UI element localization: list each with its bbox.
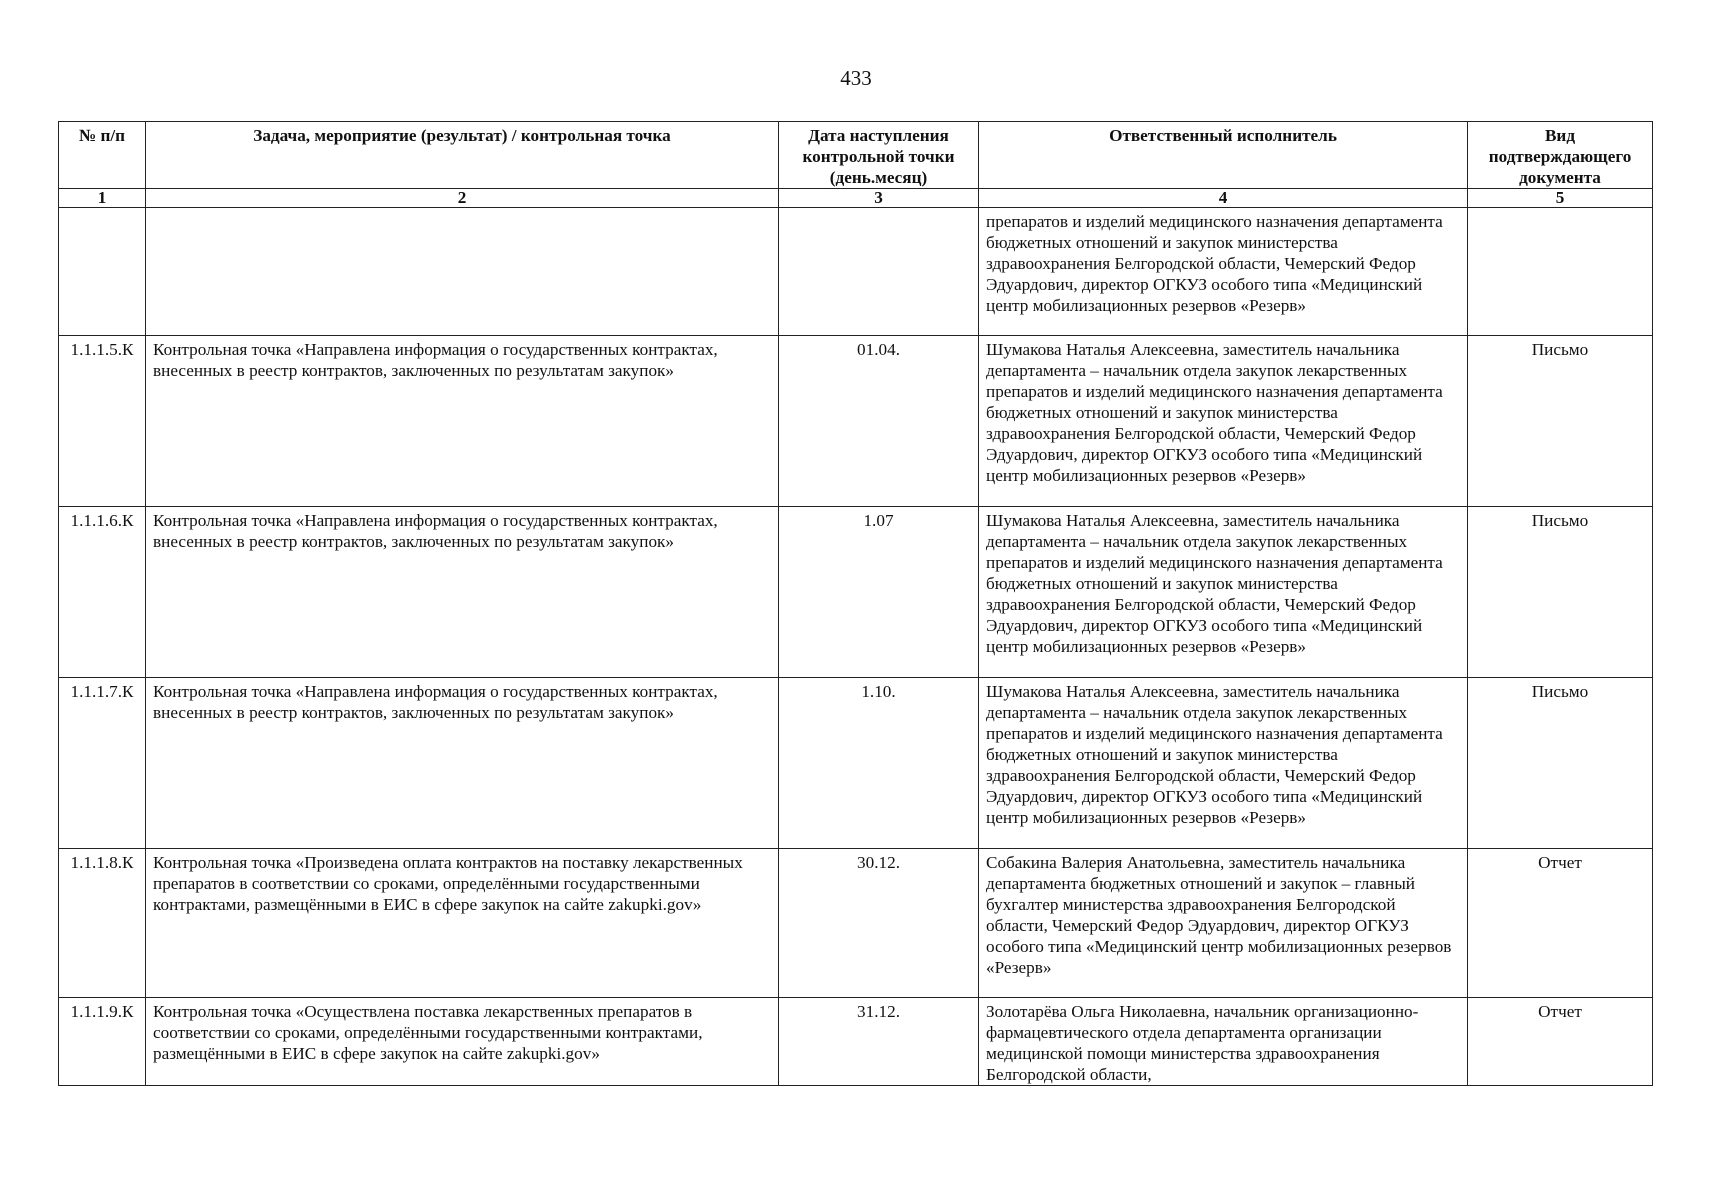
row-number [59, 208, 146, 336]
row-task: Контрольная точка «Произведена оплата контрактов на поставку лекарственных препаратов в соответствии со сроками, определёнными государственными контрактами, размещёнными в ЕИС в сфере закупок на сайте zakupki.gov» [146, 849, 779, 998]
row-executor: Золотарёва Ольга Николаевна, начальник организационно-фармацевтического отдела департамента организации медицинской помощи министерства здравоохранения Белгородской области, [979, 998, 1468, 1086]
table-row [59, 208, 1653, 336]
table-row [59, 678, 1653, 849]
row-document-type: Письмо [1468, 678, 1653, 849]
row-executor: Шумакова Наталья Алексеевна, заместитель начальника департамента – начальник отдела закупок лекарственных препаратов и изделий медицинского назначения департамента бюджетных отношений и закупок министерства здравоохранения Белгородской области, Чемерский Федор Эдуардович, директор ОГКУЗ особого типа «Медицинский центр мобилизационных резервов «Резерв» [979, 336, 1468, 507]
row-task: Контрольная точка «Направлена информация о государственных контрактах, внесенных в реестр контрактов, заключенных по результатам закупок» [146, 507, 779, 678]
column-number: 2 [146, 189, 779, 208]
table-row [59, 998, 1653, 1086]
row-date: 31.12. [779, 998, 979, 1086]
header-task: Задача, мероприятие (результат) / контрольная точка [146, 122, 779, 189]
control-points-table [58, 121, 1653, 1086]
row-number: 1.1.1.8.К [59, 849, 146, 998]
row-task: Контрольная точка «Направлена информация о государственных контрактах, внесенных в реестр контрактов, заключенных по результатам закупок» [146, 678, 779, 849]
row-executor: Шумакова Наталья Алексеевна, заместитель начальника департамента – начальник отдела закупок лекарственных препаратов и изделий медицинского назначения департамента бюджетных отношений и закупок министерства здравоохранения Белгородской области, Чемерский Федор Эдуардович, директор ОГКУЗ особого типа «Медицинский центр мобилизационных резервов «Резерв» [979, 678, 1468, 849]
row-document-type [1468, 208, 1653, 336]
header-date: Дата наступления контрольной точки (день.месяц) [779, 122, 979, 189]
row-date [779, 208, 979, 336]
table-row [59, 849, 1653, 998]
row-date: 01.04. [779, 336, 979, 507]
row-document-type: Отчет [1468, 849, 1653, 998]
column-number: 5 [1468, 189, 1653, 208]
table-row [59, 336, 1653, 507]
row-date: 1.07 [779, 507, 979, 678]
column-numbers-row [59, 189, 1653, 208]
row-executor: Шумакова Наталья Алексеевна, заместитель начальника департамента – начальник отдела закупок лекарственных препаратов и изделий медицинского назначения департамента бюджетных отношений и закупок министерства здравоохранения Белгородской области, Чемерский Федор Эдуардович, директор ОГКУЗ особого типа «Медицинский центр мобилизационных резервов «Резерв» [979, 507, 1468, 678]
column-number: 4 [979, 189, 1468, 208]
header-document-type: Вид подтверждающего документа [1468, 122, 1653, 189]
table-row [59, 507, 1653, 678]
row-document-type: Письмо [1468, 507, 1653, 678]
row-task: Контрольная точка «Направлена информация о государственных контрактах, внесенных в реестр контрактов, заключенных по результатам закупок» [146, 336, 779, 507]
row-executor: препаратов и изделий медицинского назначения департамента бюджетных отношений и закупок министерства здравоохранения Белгородской области, Чемерский Федор Эдуардович, директор ОГКУЗ особого типа «Медицинский центр мобилизационных резервов «Резерв» [979, 208, 1468, 336]
row-task [146, 208, 779, 336]
page-number: 433 [840, 66, 872, 90]
row-date: 1.10. [779, 678, 979, 849]
row-task: Контрольная точка «Осуществлена поставка лекарственных препаратов в соответствии со сроками, определёнными государственными контрактами, размещёнными в ЕИС в сфере закупок на сайте zakupki.gov» [146, 998, 779, 1086]
header-row [59, 122, 1653, 189]
row-document-type: Отчет [1468, 998, 1653, 1086]
row-date: 30.12. [779, 849, 979, 998]
row-document-type: Письмо [1468, 336, 1653, 507]
row-number: 1.1.1.7.К [59, 678, 146, 849]
row-number: 1.1.1.6.К [59, 507, 146, 678]
row-number: 1.1.1.5.К [59, 336, 146, 507]
column-number: 3 [779, 189, 979, 208]
row-executor: Собакина Валерия Анатольевна, заместитель начальника департамента бюджетных отношений и закупок – главный бухгалтер министерства здравоохранения Белгородской области, Чемерский Федор Эдуардович, директор ОГКУЗ особого типа «Медицинский центр мобилизационных резервов «Резерв» [979, 849, 1468, 998]
header-number: № п/п [59, 122, 146, 189]
row-number: 1.1.1.9.К [59, 998, 146, 1086]
header-executor: Ответственный исполнитель [979, 122, 1468, 189]
column-number: 1 [59, 189, 146, 208]
